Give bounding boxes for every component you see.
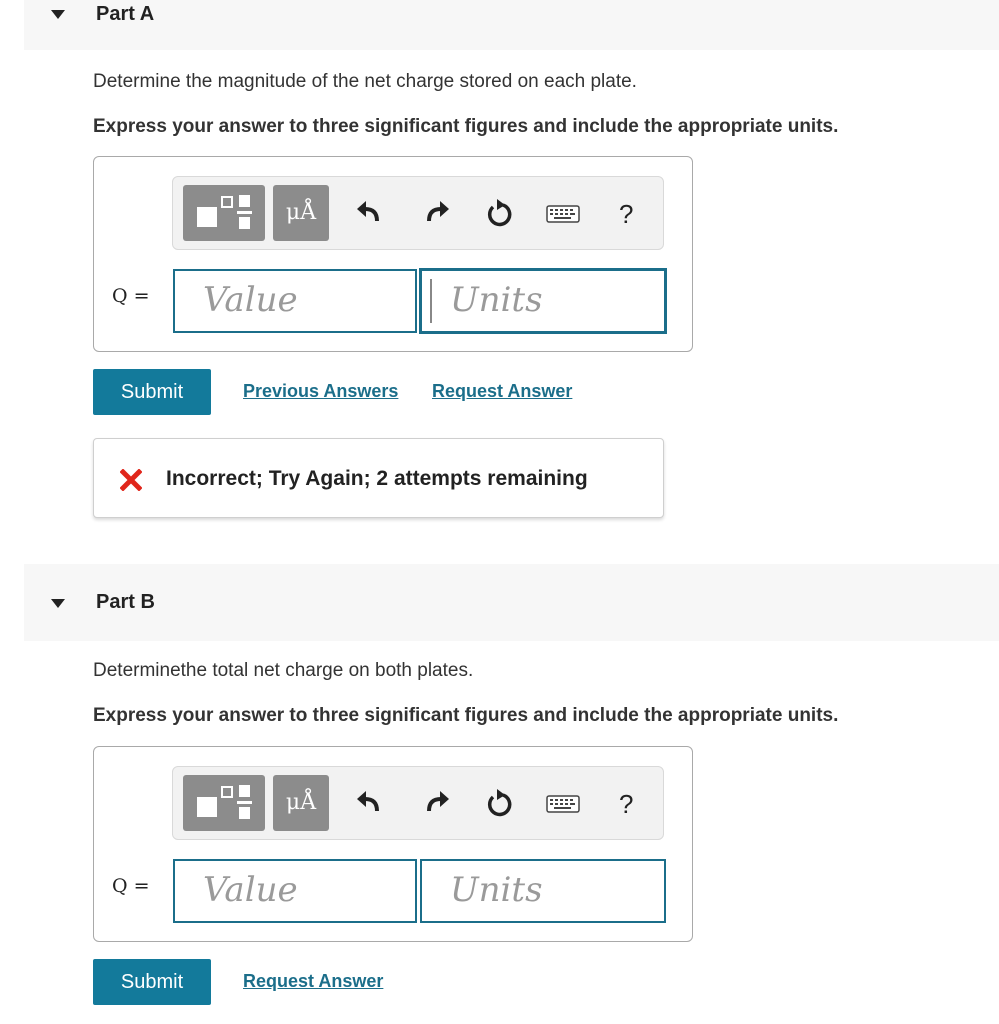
undo-icon[interactable] [353,197,387,231]
part-a-instruction: Express your answer to three significant figures and include the appropriate units. [93,116,839,137]
part-a-request-answer-link[interactable]: Request Answer [432,381,573,401]
units-icon: μÅ [285,790,317,815]
units-placeholder: Units [450,280,543,320]
redo-icon[interactable] [419,787,453,821]
part-a-header[interactable] [24,0,999,50]
redo-icon[interactable] [419,197,453,231]
incorrect-x-icon [120,469,142,491]
keyboard-icon[interactable] [545,197,581,231]
units-input[interactable] [420,269,666,333]
undo-icon[interactable] [353,787,387,821]
part-b-submit-button[interactable]: Submit [93,959,211,1005]
part-b-prompt: Determinethe total net charge on both plates. [93,660,474,681]
units-button[interactable] [273,775,329,831]
reset-icon[interactable] [483,787,517,821]
collapse-caret-icon[interactable] [51,10,65,19]
previous-answers-link[interactable]: Previous Answers [243,381,399,401]
part-a-math-toolbar [172,176,664,250]
value-input[interactable]: Value [173,269,417,333]
text-cursor [430,279,432,323]
units-button[interactable] [273,185,329,241]
part-a-submit-button[interactable]: Submit [93,369,211,415]
help-icon[interactable]: ? [619,789,634,819]
part-b-math-toolbar [172,766,664,840]
q-label: Q = [112,285,150,307]
value-input[interactable]: Value [173,859,417,923]
feedback-text: Incorrect; Try Again; 2 attempts remaining [166,467,588,490]
templates-icon [183,185,265,241]
part-a-prompt: Determine the magnitude of the net charge stored on each plate. [93,71,637,92]
templates-button[interactable] [183,185,265,241]
part-b-header[interactable] [24,564,999,641]
part-b-title: Part B [96,591,155,613]
reset-icon[interactable] [483,197,517,231]
units-input[interactable]: Units [420,859,666,923]
help-icon[interactable]: ? [619,199,634,229]
templates-button[interactable] [183,775,265,831]
feedback-box [93,438,664,518]
q-label: Q = [112,875,150,897]
collapse-caret-icon[interactable] [51,599,65,608]
units-icon: μÅ [285,200,317,225]
part-a-answer-box [93,156,693,352]
part-b-answer-box [93,746,693,942]
part-b-request-answer-link[interactable]: Request Answer [243,971,384,991]
keyboard-icon[interactable] [545,787,581,821]
templates-icon [183,775,265,831]
part-b-instruction: Express your answer to three significant figures and include the appropriate units. [93,705,839,726]
part-a-title: Part A [96,3,155,25]
